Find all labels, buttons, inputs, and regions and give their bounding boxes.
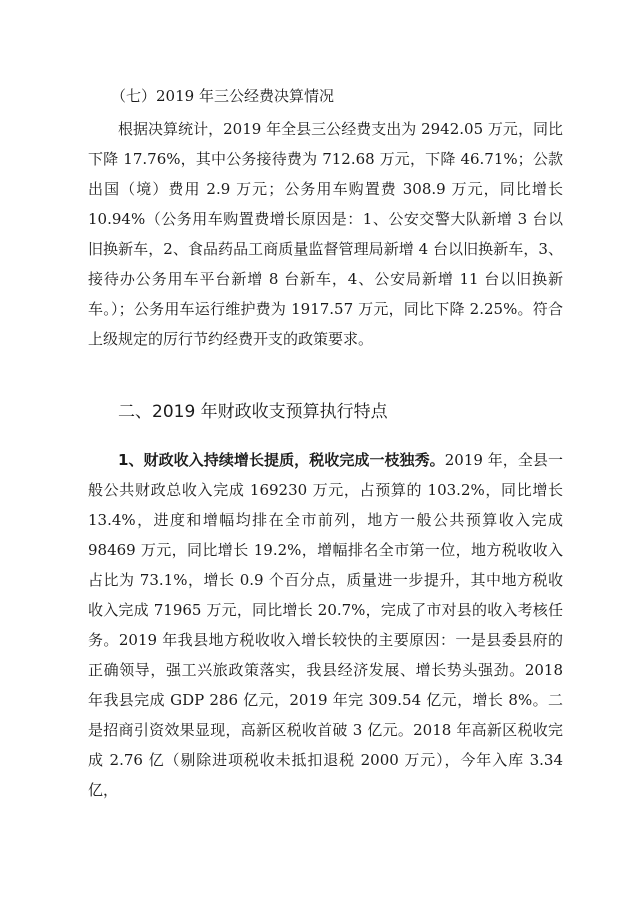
section-two-heading: 二、2019 年财政收支预算执行特点 xyxy=(118,402,388,422)
section-two-paragraph xyxy=(88,445,563,805)
section-seven-heading: （七）2019 年三公经费决算情况 xyxy=(111,87,334,105)
point-one-title: 1、财政收入持续增长提质，税收完成一枝独秀。 xyxy=(118,451,445,469)
section-seven-paragraph: 根据决算统计，2019 年全县三公经费支出为 2942.05 万元，同比下降 17.76%，其中公务接待费为 712.68 万元，下降 46.71%；公款出国（境）费用 2.9 万元；公务用车购置费 308.9 万元，同比增长 10.94%（公务用车购置费增长原因是：1、公安交警大队新增 3 台以旧换新车，2、食品药品工商质量监督管理局新增 4 台以旧换新车，3、接待办公务用车平台新增 8 台新车，4、公安局新增 11 台以旧换新车。）；公务用车运行维护费为 1917.57 万元，同比下降 2.25%。符合上级规定的厉行节约经费开支的政策要求。 xyxy=(88,120,563,348)
point-one-body: 2019 年，全县一般公共财政总收入完成 169230 万元，占预算的 103.2%，同比增长 13.4%，进度和增幅均排在全市前列，地方一般公共预算收入完成 98469 万元，同比增长 19.2%，增幅排名全市第一位，地方税收收入占比为 73.1%，增长 0.9 个百分点，质量进一步提升，其中地方税收收入完成 71965 万元，同比增长 20.7%，完成了市对县的收入考核任务。2019 年我县地方税收收入增长较快的主要原因：一是县委县府的正确领导，强工兴旅政策落实，我县经济发展、增长势头强劲。2018 年我县完成 GDP 286 亿元，2019 年完 309.54 亿元，增长 8%。二是招商引资效果显现，高新区税收首破 3 亿元。2018 年高新区税收完成 2.76 亿（剔除进项税收未抵扣退税 2000 万元），今年入库 3.34 亿， xyxy=(88,451,563,799)
